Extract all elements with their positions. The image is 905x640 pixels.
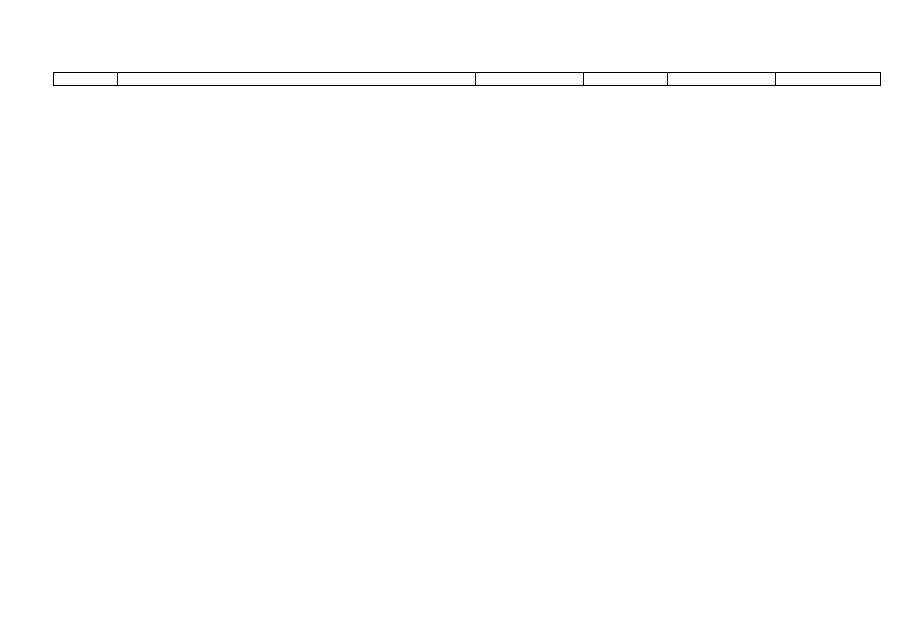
header-col-6: [776, 73, 880, 85]
table-header: [53, 72, 881, 86]
header-col-3: [476, 73, 584, 85]
header-col-5: [668, 73, 776, 85]
header-col-4: [584, 73, 668, 85]
header-col-1: [54, 73, 118, 85]
header-col-2: [118, 73, 476, 85]
